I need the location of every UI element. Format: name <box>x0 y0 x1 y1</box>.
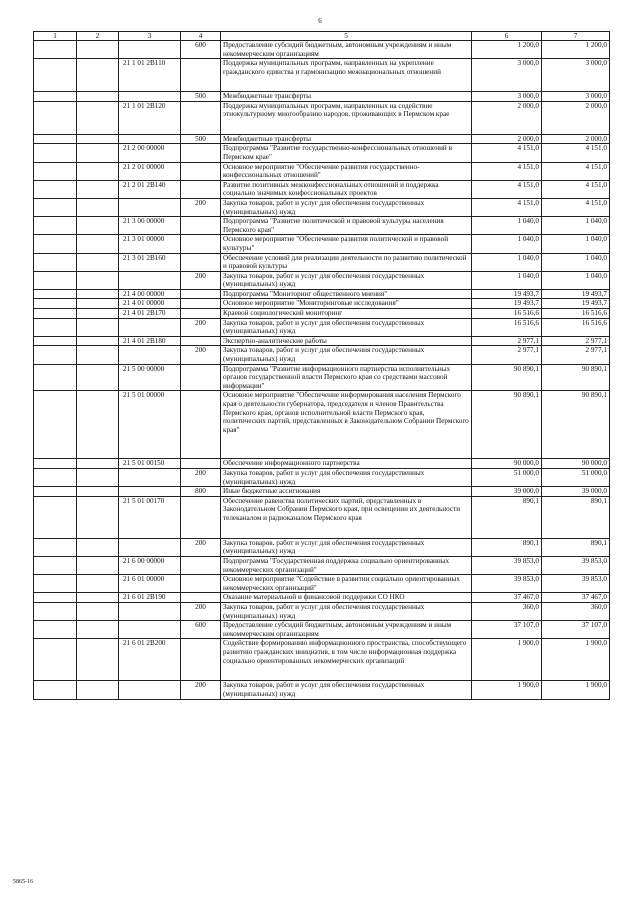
cell-amount-2018: 51 000,0 <box>472 469 542 487</box>
cell-classification-code: 21 6 01 00000 <box>119 575 181 593</box>
table-row <box>34 289 610 299</box>
cell-classification-code: 21 4 01 2В170 <box>119 309 181 319</box>
cell-expense-type <box>181 59 221 92</box>
cell-description: Закупка товаров, работ и услуг для обеспечения государственных (муниципальных) нужд <box>221 538 472 556</box>
cell-amount-2018: 19 493,7 <box>472 299 542 309</box>
cell-col2 <box>77 217 119 235</box>
cell-amount-2018: 1 040,0 <box>472 253 542 271</box>
table-row <box>34 309 610 319</box>
cell-col2 <box>77 621 119 639</box>
cell-col1 <box>34 59 77 92</box>
table-row <box>34 299 610 309</box>
cell-amount-2018: 4 151,0 <box>472 144 542 162</box>
table-row <box>34 41 610 59</box>
cell-amount-2018: 16 516,6 <box>472 309 542 319</box>
cell-classification-code <box>119 538 181 556</box>
cell-expense-type <box>181 575 221 593</box>
cell-expense-type: 600 <box>181 621 221 639</box>
header-row <box>34 32 610 41</box>
cell-description: Обеспечение равенства политических партий, представленных в Законодательном Собрании Пермского края, при освещении их деятельности телеканалом и радиоканалом Пермского края <box>221 496 472 538</box>
cell-description: Межбюджетные трансферты <box>221 92 472 102</box>
table-row <box>34 217 610 235</box>
cell-col2 <box>77 364 119 391</box>
cell-expense-type <box>181 162 221 180</box>
cell-classification-code <box>119 346 181 364</box>
cell-expense-type <box>181 144 221 162</box>
cell-expense-type <box>181 101 221 134</box>
cell-amount-2018: 2 977,1 <box>472 336 542 346</box>
cell-description: Основное мероприятие "Содействие в развитии социально ориентированных некоммерческих организаций" <box>221 575 472 593</box>
table-row <box>34 364 610 391</box>
cell-col2 <box>77 496 119 538</box>
budget-table <box>33 31 610 700</box>
cell-expense-type <box>181 180 221 198</box>
table-row <box>34 271 610 289</box>
cell-col1 <box>34 538 77 556</box>
cell-col1 <box>34 134 77 144</box>
column-header-7: 7 <box>542 32 610 41</box>
cell-description: Закупка товаров, работ и услуг для обеспечения государственных (муниципальных) нужд <box>221 681 472 699</box>
cell-col1 <box>34 318 77 336</box>
cell-col2 <box>77 538 119 556</box>
table-row <box>34 346 610 364</box>
cell-amount-2018: 19 493,7 <box>472 289 542 299</box>
cell-amount-2019: 1 040,0 <box>542 253 610 271</box>
cell-classification-code <box>119 469 181 487</box>
cell-expense-type: 500 <box>181 134 221 144</box>
cell-classification-code <box>119 92 181 102</box>
cell-expense-type: 200 <box>181 198 221 216</box>
table-row <box>34 92 610 102</box>
cell-description: Развитие позитивных межконфессиональных отношений и поддержка социально значимых конфессиональных проектов <box>221 180 472 198</box>
cell-expense-type <box>181 593 221 603</box>
cell-description: Основное мероприятие "Мониторинговые исследования" <box>221 299 472 309</box>
cell-classification-code: 21 5 01 00000 <box>119 391 181 459</box>
cell-classification-code: 21 2 01 00000 <box>119 162 181 180</box>
cell-expense-type <box>181 336 221 346</box>
cell-col2 <box>77 253 119 271</box>
cell-amount-2018: 90 000,0 <box>472 459 542 469</box>
cell-col2 <box>77 180 119 198</box>
cell-classification-code: 21 3 01 2В160 <box>119 253 181 271</box>
cell-col2 <box>77 318 119 336</box>
cell-col1 <box>34 92 77 102</box>
cell-description: Подпрограмма "Государственная поддержка социально ориентированных некоммерческих организаций" <box>221 556 472 574</box>
cell-classification-code: 21 1 01 2В110 <box>119 59 181 92</box>
cell-classification-code: 21 3 01 00000 <box>119 235 181 253</box>
cell-expense-type: 200 <box>181 346 221 364</box>
cell-description: Закупка товаров, работ и услуг для обеспечения государственных (муниципальных) нужд <box>221 318 472 336</box>
cell-description: Предоставление субсидий бюджетным, автономным учреждениям и иным некоммерческим организациям <box>221 41 472 59</box>
cell-col1 <box>34 639 77 681</box>
cell-col2 <box>77 235 119 253</box>
table-row <box>34 575 610 593</box>
cell-description: Поддержка муниципальных программ, направленных на укрепление гражданского единства и гармонизацию межнациональных отношений <box>221 59 472 92</box>
cell-amount-2018: 3 000,0 <box>472 59 542 92</box>
cell-classification-code: 21 5 00 00000 <box>119 364 181 391</box>
table-row <box>34 336 610 346</box>
cell-col1 <box>34 346 77 364</box>
cell-classification-code: 21 4 01 2В180 <box>119 336 181 346</box>
cell-expense-type <box>181 364 221 391</box>
cell-col2 <box>77 575 119 593</box>
cell-expense-type: 600 <box>181 41 221 59</box>
cell-col1 <box>34 391 77 459</box>
table-row <box>34 180 610 198</box>
cell-expense-type: 200 <box>181 469 221 487</box>
cell-classification-code <box>119 621 181 639</box>
cell-col2 <box>77 602 119 620</box>
cell-col1 <box>34 469 77 487</box>
cell-description: Основное мероприятие "Обеспечение развития политической и правовой культуры" <box>221 235 472 253</box>
cell-classification-code <box>119 318 181 336</box>
cell-amount-2018: 39 853,0 <box>472 575 542 593</box>
cell-col2 <box>77 134 119 144</box>
cell-amount-2018: 1 200,0 <box>472 41 542 59</box>
cell-description: Краевой социологический мониторинг <box>221 309 472 319</box>
cell-col1 <box>34 459 77 469</box>
cell-expense-type: 800 <box>181 487 221 497</box>
cell-description: Закупка товаров, работ и услуг для обеспечения государственных (муниципальных) нужд <box>221 469 472 487</box>
cell-classification-code <box>119 681 181 699</box>
cell-description: Обеспечение информационного партнерства <box>221 459 472 469</box>
cell-classification-code: 21 4 00 00000 <box>119 289 181 299</box>
cell-description: Поддержка муниципальных программ, направленных на содействие этнокультурному многообразию народов, проживающих в Пермском крае <box>221 101 472 134</box>
cell-col1 <box>34 144 77 162</box>
cell-col2 <box>77 336 119 346</box>
cell-classification-code: 21 3 00 00000 <box>119 217 181 235</box>
column-header-4: 4 <box>181 32 221 41</box>
cell-description: Иные бюджетные ассигнования <box>221 487 472 497</box>
cell-col1 <box>34 487 77 497</box>
cell-classification-code: 21 5 01 00170 <box>119 496 181 538</box>
cell-description: Закупка товаров, работ и услуг для обеспечения государственных (муниципальных) нужд <box>221 198 472 216</box>
cell-description: Основное мероприятие "Обеспечение информирования населения Пермского края о деятельности губернатора, председателя и членов Правительства Пермского края, органов исполнительной власти Пермского края, политических партий, представленных в Законодательном Собрании Пермского края" <box>221 391 472 459</box>
cell-amount-2019: 37 467,0 <box>542 593 610 603</box>
column-header-5: 5 <box>221 32 472 41</box>
cell-amount-2018: 1 040,0 <box>472 217 542 235</box>
cell-expense-type <box>181 253 221 271</box>
cell-col2 <box>77 271 119 289</box>
table-row <box>34 459 610 469</box>
table-row <box>34 162 610 180</box>
cell-amount-2019: 39 853,0 <box>542 556 610 574</box>
table-row <box>34 101 610 134</box>
cell-amount-2019: 2 000,0 <box>542 134 610 144</box>
cell-col2 <box>77 92 119 102</box>
cell-amount-2018: 37 107,0 <box>472 621 542 639</box>
cell-col1 <box>34 299 77 309</box>
cell-col1 <box>34 621 77 639</box>
cell-description: Подпрограмма "Развитие государственно-конфессиональных отношений в Пермском крае" <box>221 144 472 162</box>
cell-amount-2019: 3 000,0 <box>542 92 610 102</box>
cell-col1 <box>34 101 77 134</box>
cell-amount-2019: 1 900,0 <box>542 639 610 681</box>
cell-col2 <box>77 556 119 574</box>
cell-col2 <box>77 681 119 699</box>
cell-description: Предоставление субсидий бюджетным, автономным учреждениям и иным некоммерческим организациям <box>221 621 472 639</box>
cell-col1 <box>34 575 77 593</box>
cell-amount-2019: 37 107,0 <box>542 621 610 639</box>
cell-amount-2018: 890,1 <box>472 538 542 556</box>
cell-classification-code <box>119 198 181 216</box>
cell-description: Подпрограмма "Мониторинг общественного мнения" <box>221 289 472 299</box>
cell-expense-type <box>181 459 221 469</box>
cell-amount-2018: 360,0 <box>472 602 542 620</box>
cell-col2 <box>77 469 119 487</box>
cell-description: Содействие формированию информационного пространства, способствующего развитию гражданских инициатив, в том числе информационная поддержка социально ориентированных некоммерческих организаций <box>221 639 472 681</box>
cell-col1 <box>34 336 77 346</box>
table-row <box>34 198 610 216</box>
column-header-1: 1 <box>34 32 77 41</box>
cell-classification-code: 21 5 01 00150 <box>119 459 181 469</box>
cell-description: Подпрограмма "Развитие информационного партнерства исполнительных органов государственной власти Пермского края со средствами массовой информации" <box>221 364 472 391</box>
table-row <box>34 639 610 681</box>
cell-col1 <box>34 593 77 603</box>
cell-classification-code <box>119 271 181 289</box>
cell-classification-code: 21 6 00 00000 <box>119 556 181 574</box>
cell-expense-type: 200 <box>181 681 221 699</box>
cell-expense-type <box>181 289 221 299</box>
cell-col1 <box>34 681 77 699</box>
cell-amount-2018: 4 151,0 <box>472 180 542 198</box>
cell-description: Оказание материальной и финансовой поддержки СО НКО <box>221 593 472 603</box>
cell-amount-2018: 2 000,0 <box>472 134 542 144</box>
cell-amount-2019: 1 200,0 <box>542 41 610 59</box>
cell-description: Экспертно-аналитические работы <box>221 336 472 346</box>
cell-expense-type: 200 <box>181 538 221 556</box>
cell-amount-2019: 90 890,1 <box>542 391 610 459</box>
cell-description: Основное мероприятие "Обеспечение развития государственно-конфессиональных отношений" <box>221 162 472 180</box>
cell-col1 <box>34 217 77 235</box>
cell-amount-2018: 890,1 <box>472 496 542 538</box>
cell-col1 <box>34 496 77 538</box>
cell-col1 <box>34 253 77 271</box>
cell-col2 <box>77 299 119 309</box>
cell-amount-2019: 2 000,0 <box>542 101 610 134</box>
cell-col2 <box>77 41 119 59</box>
cell-amount-2019: 1 040,0 <box>542 217 610 235</box>
cell-amount-2019: 1 040,0 <box>542 271 610 289</box>
cell-amount-2018: 1 900,0 <box>472 681 542 699</box>
cell-col1 <box>34 602 77 620</box>
cell-col2 <box>77 198 119 216</box>
cell-col2 <box>77 162 119 180</box>
cell-amount-2018: 39 853,0 <box>472 556 542 574</box>
cell-expense-type <box>181 496 221 538</box>
cell-amount-2019: 4 151,0 <box>542 180 610 198</box>
cell-col1 <box>34 556 77 574</box>
table-row <box>34 59 610 92</box>
cell-col2 <box>77 144 119 162</box>
cell-amount-2018: 2 977,1 <box>472 346 542 364</box>
cell-amount-2019: 16 516,6 <box>542 309 610 319</box>
table-row <box>34 602 610 620</box>
cell-amount-2018: 2 000,0 <box>472 101 542 134</box>
cell-expense-type <box>181 556 221 574</box>
cell-expense-type <box>181 299 221 309</box>
cell-classification-code <box>119 41 181 59</box>
cell-amount-2019: 1 900,0 <box>542 681 610 699</box>
cell-col2 <box>77 639 119 681</box>
cell-amount-2019: 360,0 <box>542 602 610 620</box>
cell-col2 <box>77 309 119 319</box>
cell-col2 <box>77 593 119 603</box>
cell-amount-2018: 16 516,6 <box>472 318 542 336</box>
cell-amount-2019: 2 977,1 <box>542 346 610 364</box>
cell-expense-type: 200 <box>181 318 221 336</box>
cell-col1 <box>34 364 77 391</box>
cell-description: Межбюджетные трансферты <box>221 134 472 144</box>
cell-col1 <box>34 235 77 253</box>
footer-code: 5865-16 <box>13 879 33 885</box>
cell-amount-2019: 39 000,0 <box>542 487 610 497</box>
cell-amount-2019: 4 151,0 <box>542 162 610 180</box>
column-header-6: 6 <box>472 32 542 41</box>
cell-col2 <box>77 101 119 134</box>
cell-classification-code <box>119 602 181 620</box>
cell-classification-code: 21 6 01 2В190 <box>119 593 181 603</box>
table-row <box>34 496 610 538</box>
table-row <box>34 391 610 459</box>
cell-expense-type <box>181 309 221 319</box>
cell-expense-type: 500 <box>181 92 221 102</box>
cell-amount-2018: 1 900,0 <box>472 639 542 681</box>
cell-col2 <box>77 459 119 469</box>
cell-col2 <box>77 487 119 497</box>
cell-col2 <box>77 391 119 459</box>
cell-expense-type: 200 <box>181 271 221 289</box>
cell-amount-2019: 51 000,0 <box>542 469 610 487</box>
table-row <box>34 621 610 639</box>
cell-description: Закупка товаров, работ и услуг для обеспечения государственных (муниципальных) нужд <box>221 602 472 620</box>
cell-col1 <box>34 289 77 299</box>
table-row <box>34 681 610 699</box>
cell-description: Обеспечение условий для реализации деятельности по развитию политической и правовой культуры <box>221 253 472 271</box>
cell-classification-code: 21 2 00 00000 <box>119 144 181 162</box>
cell-amount-2018: 3 000,0 <box>472 92 542 102</box>
cell-amount-2018: 90 890,1 <box>472 391 542 459</box>
cell-description: Закупка товаров, работ и услуг для обеспечения государственных (муниципальных) нужд <box>221 271 472 289</box>
cell-classification-code: 21 6 01 2В200 <box>119 639 181 681</box>
table-row <box>34 318 610 336</box>
cell-amount-2019: 890,1 <box>542 496 610 538</box>
cell-amount-2019: 39 853,0 <box>542 575 610 593</box>
cell-amount-2019: 2 977,1 <box>542 336 610 346</box>
cell-classification-code <box>119 487 181 497</box>
cell-col1 <box>34 271 77 289</box>
cell-amount-2018: 4 151,0 <box>472 162 542 180</box>
cell-description: Подпрограмма "Развитие политической и правовой культуры населения Пермского края" <box>221 217 472 235</box>
cell-amount-2019: 3 000,0 <box>542 59 610 92</box>
cell-expense-type <box>181 391 221 459</box>
cell-amount-2018: 1 040,0 <box>472 271 542 289</box>
column-header-3: 3 <box>119 32 181 41</box>
table-row <box>34 253 610 271</box>
cell-classification-code: 21 1 01 2В120 <box>119 101 181 134</box>
cell-amount-2018: 37 467,0 <box>472 593 542 603</box>
cell-amount-2019: 1 040,0 <box>542 235 610 253</box>
cell-amount-2019: 4 151,0 <box>542 144 610 162</box>
cell-amount-2019: 90 890,1 <box>542 364 610 391</box>
cell-expense-type: 200 <box>181 602 221 620</box>
table-body <box>34 32 610 700</box>
column-header-2: 2 <box>77 32 119 41</box>
table-row <box>34 556 610 574</box>
table-row <box>34 144 610 162</box>
cell-amount-2019: 19 493,7 <box>542 299 610 309</box>
table-row <box>34 487 610 497</box>
cell-expense-type <box>181 235 221 253</box>
cell-amount-2019: 90 000,0 <box>542 459 610 469</box>
cell-amount-2018: 39 000,0 <box>472 487 542 497</box>
cell-amount-2019: 19 493,7 <box>542 289 610 299</box>
table-row <box>34 235 610 253</box>
table-row <box>34 134 610 144</box>
cell-col1 <box>34 41 77 59</box>
cell-amount-2018: 4 151,0 <box>472 198 542 216</box>
cell-expense-type <box>181 639 221 681</box>
cell-col1 <box>34 162 77 180</box>
table-row <box>34 538 610 556</box>
cell-col1 <box>34 180 77 198</box>
cell-col1 <box>34 198 77 216</box>
cell-description: Закупка товаров, работ и услуг для обеспечения государственных (муниципальных) нужд <box>221 346 472 364</box>
cell-amount-2019: 16 516,6 <box>542 318 610 336</box>
cell-col2 <box>77 59 119 92</box>
cell-col1 <box>34 309 77 319</box>
cell-col2 <box>77 289 119 299</box>
cell-amount-2018: 1 040,0 <box>472 235 542 253</box>
page-number: 6 <box>318 17 322 25</box>
cell-classification-code <box>119 134 181 144</box>
cell-col2 <box>77 346 119 364</box>
table-row <box>34 469 610 487</box>
cell-amount-2018: 90 890,1 <box>472 364 542 391</box>
cell-classification-code: 21 2 01 2В140 <box>119 180 181 198</box>
cell-amount-2019: 4 151,0 <box>542 198 610 216</box>
cell-amount-2019: 890,1 <box>542 538 610 556</box>
table-row <box>34 593 610 603</box>
cell-expense-type <box>181 217 221 235</box>
cell-classification-code: 21 4 01 00000 <box>119 299 181 309</box>
